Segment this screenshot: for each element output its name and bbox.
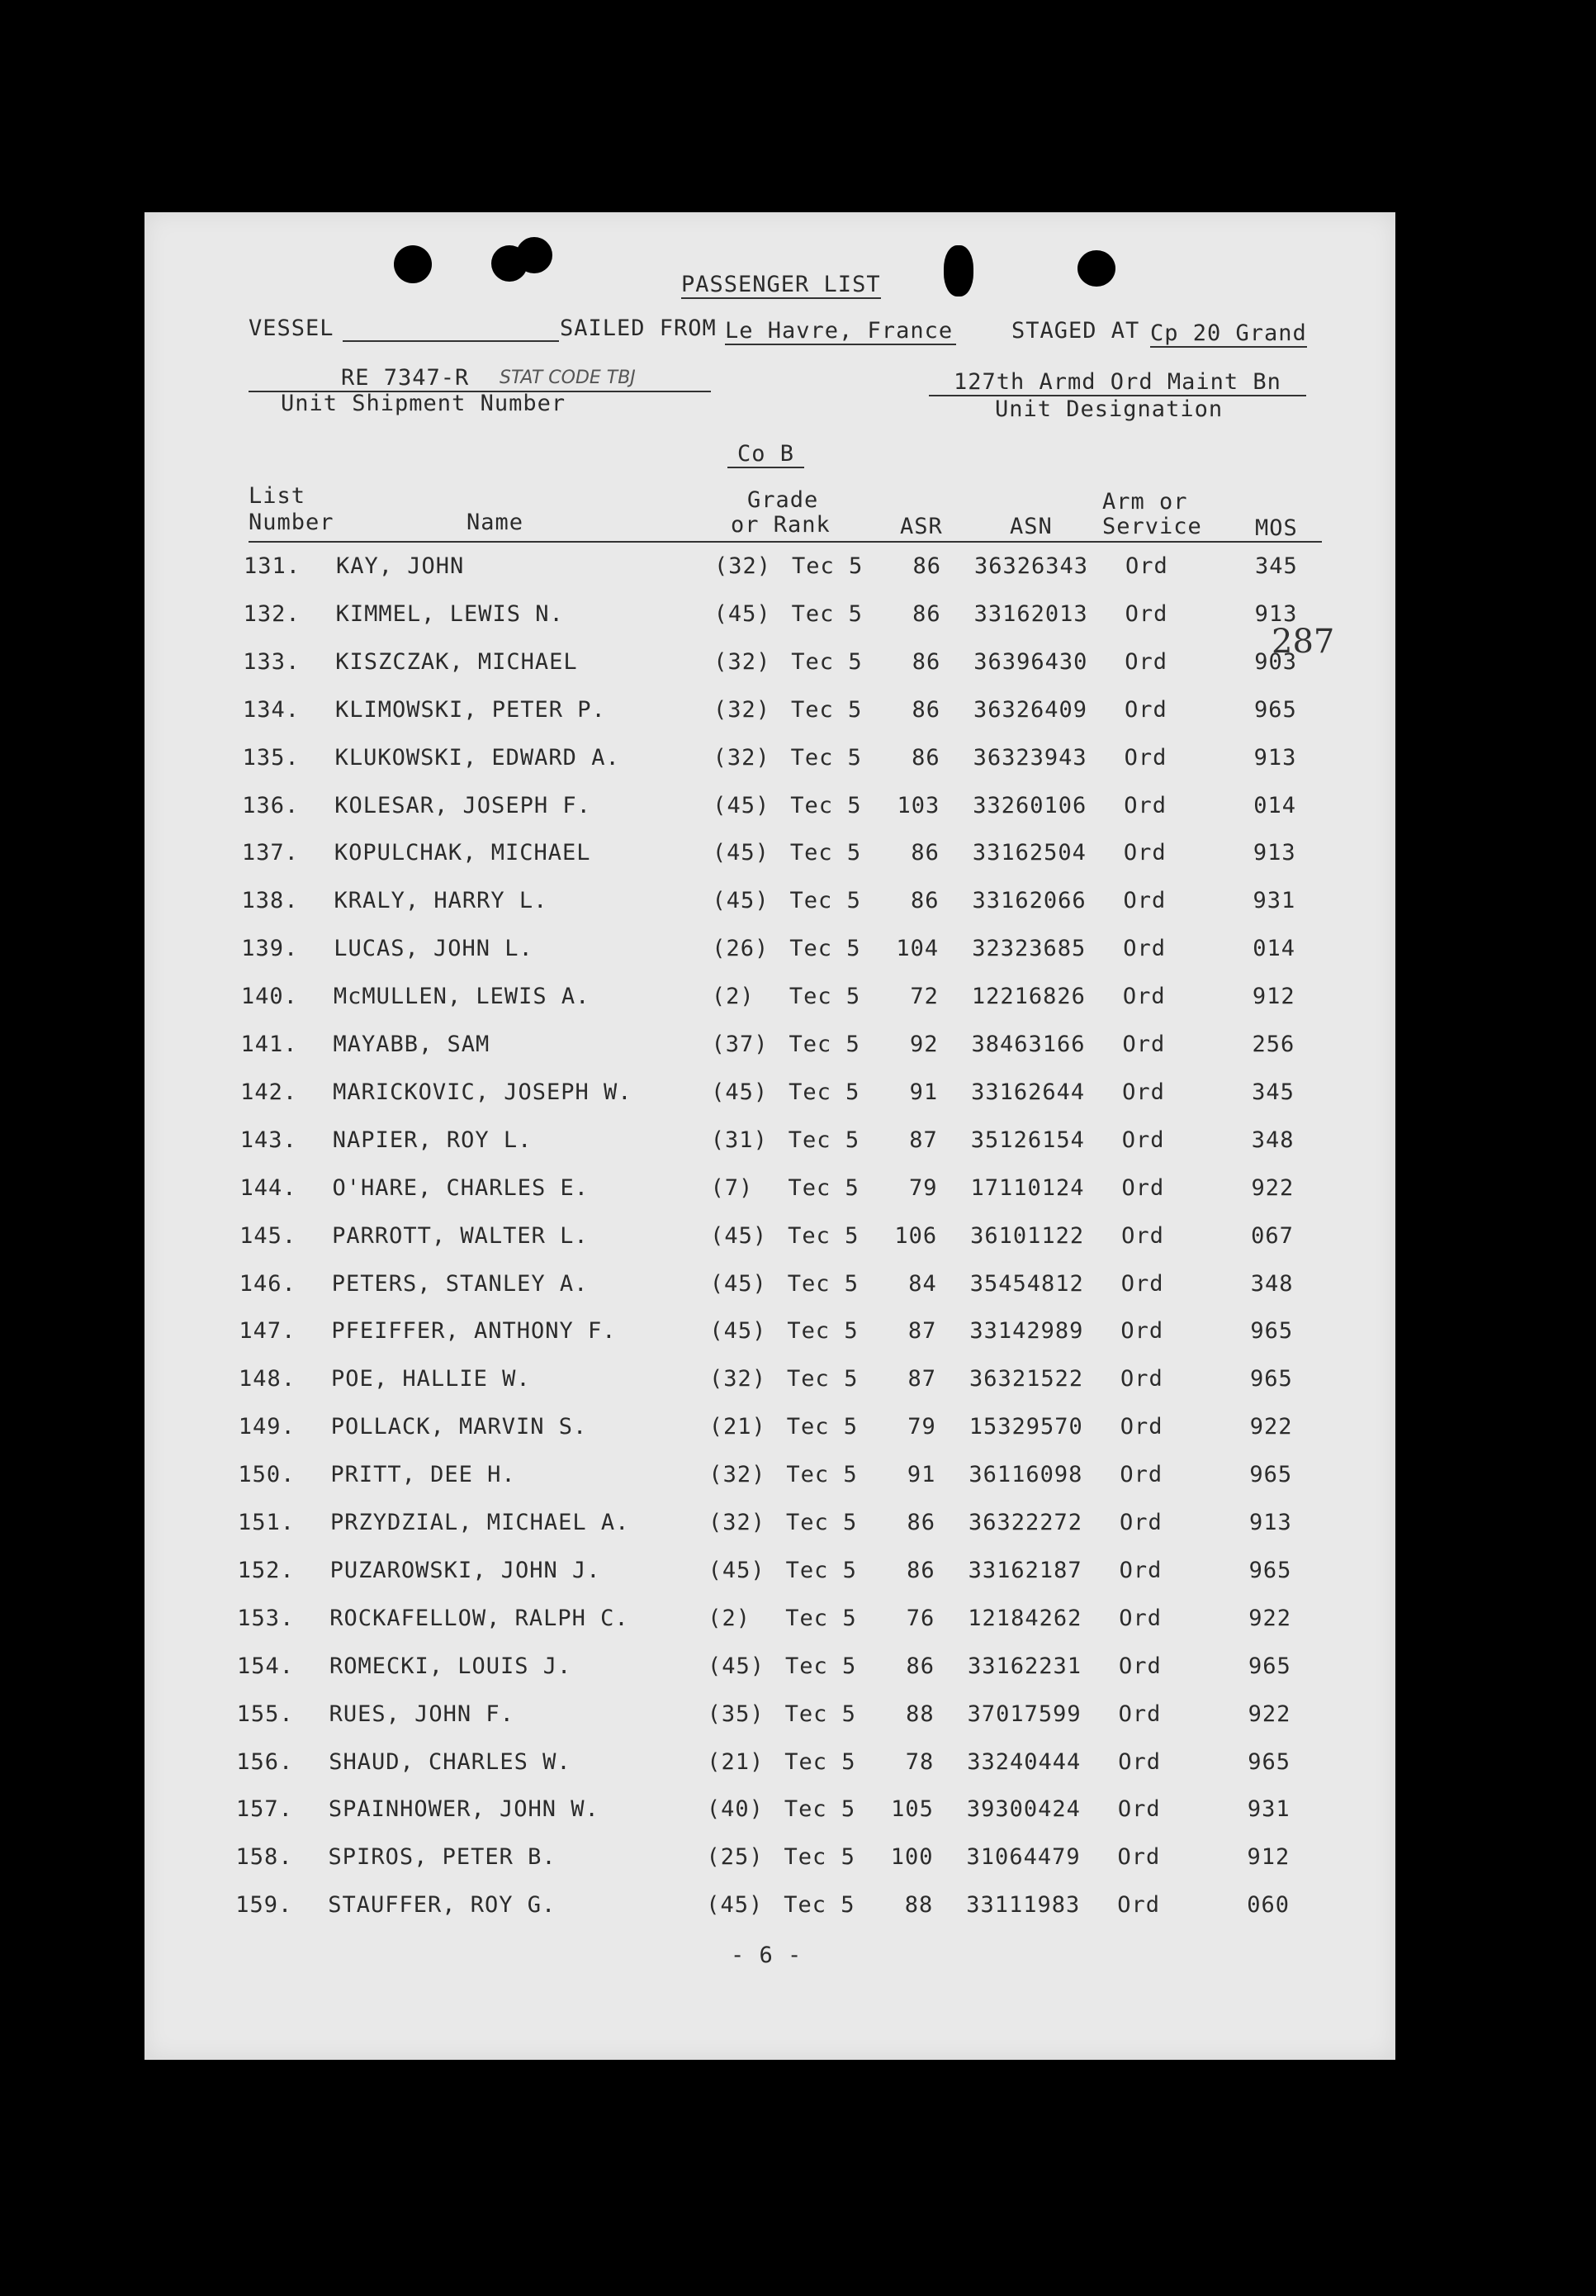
grade-code: (32) bbox=[713, 648, 771, 675]
list-number: 144. bbox=[239, 1174, 297, 1201]
col-arm-line2: Service bbox=[1102, 514, 1202, 539]
passenger-name: KLIMOWSKI, PETER P. bbox=[334, 696, 606, 723]
passenger-name: SHAUD, CHARLES W. bbox=[329, 1748, 571, 1775]
passenger-name: ROCKAFELLOW, RALPH C. bbox=[329, 1605, 629, 1631]
arm-service: Ord bbox=[1120, 1318, 1164, 1345]
asn-value: 33162066 bbox=[972, 888, 1087, 914]
passenger-name: MAYABB, SAM bbox=[333, 1032, 490, 1057]
mos-code: 345 bbox=[1255, 553, 1298, 579]
grade-rank: Tec 5 bbox=[786, 1414, 858, 1440]
table-row bbox=[144, 649, 1395, 682]
asr-value: 84 bbox=[908, 1270, 937, 1297]
staged-at-value: Cp 20 Grand bbox=[1150, 320, 1307, 346]
asn-value: 36326409 bbox=[973, 696, 1087, 723]
page-title: PASSENGER LIST bbox=[681, 272, 881, 297]
grade-code: (45) bbox=[709, 1270, 767, 1297]
asr-value: 106 bbox=[894, 1222, 938, 1249]
passenger-name: RUES, JOHN F. bbox=[329, 1701, 514, 1727]
list-number: 154. bbox=[236, 1653, 294, 1679]
asn-value: 33162504 bbox=[972, 840, 1087, 866]
shipment-handwritten-note: STAT CODE TBJ bbox=[500, 368, 636, 388]
arm-service: Ord bbox=[1125, 600, 1168, 627]
passenger-name: SPAINHOWER, JOHN W. bbox=[328, 1796, 599, 1823]
list-number: 146. bbox=[239, 1270, 296, 1297]
mos-code: 965 bbox=[1248, 1557, 1292, 1583]
grade-rank: Tec 5 bbox=[786, 1510, 858, 1535]
table-row bbox=[144, 1701, 1395, 1734]
table-row bbox=[144, 1749, 1395, 1782]
list-number: 138. bbox=[241, 888, 299, 914]
asn-value: 37017599 bbox=[967, 1701, 1082, 1727]
arm-service: Ord bbox=[1120, 1366, 1163, 1392]
arm-service: Ord bbox=[1124, 696, 1167, 723]
asn-value: 33162231 bbox=[967, 1653, 1082, 1679]
passenger-name: LUCAS, JOHN L. bbox=[334, 936, 533, 962]
asr-value: 88 bbox=[906, 1701, 935, 1727]
mos-code: 903 bbox=[1254, 648, 1298, 675]
list-number: 142. bbox=[240, 1079, 298, 1105]
grade-rank: Tec 5 bbox=[785, 1557, 857, 1583]
list-number: 158. bbox=[235, 1844, 293, 1871]
asr-value: 86 bbox=[906, 1653, 935, 1679]
asn-value: 36101122 bbox=[970, 1222, 1085, 1249]
passenger-name: KOPULCHAK, MICHAEL bbox=[334, 840, 591, 866]
grade-code: (32) bbox=[713, 744, 770, 771]
passenger-name: PRZYDZIAL, MICHAEL A. bbox=[330, 1510, 630, 1535]
grade-rank: Tec 5 bbox=[789, 1032, 860, 1057]
staged-at-label: STAGED AT bbox=[1011, 318, 1140, 344]
asr-value: 104 bbox=[896, 936, 940, 962]
passenger-name: KOLESAR, JOSEPH F. bbox=[334, 792, 591, 818]
grade-code: (37) bbox=[711, 1032, 769, 1057]
asr-value: 91 bbox=[907, 1462, 936, 1488]
passenger-name: POLLACK, MARVIN S. bbox=[330, 1414, 588, 1440]
page-number: - 6 - bbox=[731, 1943, 803, 1968]
list-number: 153. bbox=[237, 1605, 295, 1631]
passenger-name: KAY, JOHN bbox=[336, 553, 465, 579]
arm-service: Ord bbox=[1122, 1032, 1166, 1057]
passenger-name: PETERS, STANLEY A. bbox=[331, 1270, 589, 1297]
punch-hole bbox=[394, 245, 432, 283]
col-mos: MOS bbox=[1255, 515, 1298, 541]
grade-code: (45) bbox=[713, 600, 771, 627]
asn-value: 33142989 bbox=[969, 1318, 1084, 1345]
asr-value: 86 bbox=[912, 648, 941, 675]
table-row bbox=[144, 1892, 1395, 1925]
arm-service: Ord bbox=[1117, 1796, 1161, 1823]
arm-service: Ord bbox=[1121, 1127, 1165, 1153]
grade-rank: Tec 5 bbox=[784, 1844, 855, 1871]
punch-hole bbox=[1077, 250, 1115, 287]
arm-service: Ord bbox=[1120, 1462, 1163, 1488]
passenger-name: SPIROS, PETER B. bbox=[328, 1844, 556, 1871]
grade-rank: Tec 5 bbox=[788, 1222, 860, 1249]
arm-service: Ord bbox=[1122, 984, 1166, 1010]
mos-code: 965 bbox=[1253, 696, 1297, 723]
passenger-name: O'HARE, CHARLES E. bbox=[332, 1174, 590, 1201]
vessel-blank bbox=[343, 340, 559, 342]
arm-service: Ord bbox=[1123, 840, 1167, 866]
grade-code: (21) bbox=[707, 1748, 765, 1775]
list-number: 149. bbox=[238, 1414, 296, 1440]
grade-code: (45) bbox=[711, 1079, 769, 1105]
mos-code: 913 bbox=[1249, 1510, 1292, 1535]
list-number: 132. bbox=[243, 600, 301, 627]
asn-value: 15329570 bbox=[968, 1414, 1083, 1440]
shipment-number: RE 7347-R bbox=[341, 365, 470, 391]
table-row bbox=[144, 1414, 1395, 1447]
grade-rank: Tec 5 bbox=[784, 1701, 856, 1727]
table-row bbox=[144, 1032, 1395, 1065]
grade-code: (32) bbox=[709, 1366, 767, 1392]
col-name: Name bbox=[466, 510, 524, 535]
list-number: 148. bbox=[239, 1366, 296, 1392]
grade-rank: Tec 5 bbox=[784, 1796, 856, 1823]
passenger-name: KIMMEL, LEWIS N. bbox=[335, 600, 564, 627]
list-number: 151. bbox=[238, 1510, 296, 1535]
grade-code: (45) bbox=[713, 792, 770, 818]
mos-code: 345 bbox=[1252, 1079, 1295, 1105]
grade-rank: Tec 5 bbox=[791, 648, 863, 675]
table-row bbox=[144, 1462, 1395, 1495]
table-row bbox=[144, 840, 1395, 873]
punch-hole bbox=[944, 245, 973, 296]
list-number: 152. bbox=[237, 1557, 295, 1583]
mos-code: 965 bbox=[1248, 1748, 1291, 1775]
mos-code: 922 bbox=[1248, 1701, 1291, 1727]
passenger-name: KLUKOWSKI, EDWARD A. bbox=[334, 744, 620, 771]
grade-rank: Tec 5 bbox=[784, 1892, 855, 1919]
table-row bbox=[144, 697, 1395, 730]
asn-value: 33240444 bbox=[967, 1748, 1082, 1775]
sailed-from-value: Le Havre, France bbox=[725, 318, 956, 345]
company: Co B bbox=[727, 441, 804, 468]
mos-code: 922 bbox=[1251, 1174, 1295, 1201]
arm-service: Ord bbox=[1117, 1844, 1161, 1871]
grade-code: (45) bbox=[712, 888, 770, 914]
grade-rank: Tec 5 bbox=[787, 1366, 859, 1392]
grade-rank: Tec 5 bbox=[790, 696, 863, 723]
asr-value: 76 bbox=[906, 1605, 935, 1631]
arm-service: Ord bbox=[1122, 1079, 1165, 1105]
mos-code: 913 bbox=[1253, 840, 1296, 866]
list-number: 155. bbox=[236, 1701, 294, 1727]
asr-value: 86 bbox=[911, 840, 940, 866]
asr-value: 86 bbox=[907, 1557, 935, 1583]
grade-rank: Tec 5 bbox=[785, 1605, 857, 1631]
passenger-name: ROMECKI, LOUIS J. bbox=[329, 1653, 572, 1679]
grade-rank: Tec 5 bbox=[784, 1653, 857, 1679]
asn-value: 17110124 bbox=[970, 1174, 1085, 1201]
mos-code: 912 bbox=[1252, 984, 1295, 1010]
table-row bbox=[144, 984, 1395, 1017]
asn-value: 36116098 bbox=[968, 1462, 1083, 1488]
grade-code: (45) bbox=[709, 1318, 767, 1345]
table-row bbox=[144, 1223, 1395, 1256]
vessel-label: VESSEL bbox=[249, 315, 334, 341]
arm-service: Ord bbox=[1123, 936, 1166, 962]
col-list-line1: List bbox=[249, 483, 306, 509]
mos-code: 014 bbox=[1253, 792, 1297, 818]
grade-code: (45) bbox=[708, 1557, 765, 1583]
asr-value: 87 bbox=[907, 1318, 937, 1345]
mos-code: 067 bbox=[1251, 1222, 1294, 1249]
grade-code: (26) bbox=[712, 936, 770, 962]
asr-value: 103 bbox=[897, 792, 940, 818]
col-grade-line1: Grade bbox=[747, 487, 819, 513]
asr-value: 105 bbox=[891, 1796, 934, 1823]
table-row bbox=[144, 1175, 1395, 1208]
grade-code: (32) bbox=[708, 1510, 766, 1535]
mos-code: 931 bbox=[1253, 888, 1296, 914]
grade-rank: Tec 5 bbox=[789, 936, 861, 962]
passenger-name: POE, HALLIE W. bbox=[331, 1366, 531, 1392]
passenger-name: STAUFFER, ROY G. bbox=[328, 1892, 556, 1919]
col-list-line2: Number bbox=[249, 510, 334, 535]
passenger-name: PUZAROWSKI, JOHN J. bbox=[329, 1557, 601, 1583]
mos-code: 965 bbox=[1248, 1653, 1291, 1679]
grade-code: (25) bbox=[706, 1844, 764, 1871]
grade-code: (7) bbox=[710, 1174, 754, 1201]
asr-value: 86 bbox=[907, 1510, 935, 1535]
passenger-name: KISZCZAK, MICHAEL bbox=[335, 648, 578, 675]
arm-service: Ord bbox=[1121, 1174, 1165, 1201]
grade-rank: Tec 5 bbox=[790, 792, 862, 818]
unit-designation: 127th Armd Ord Maint Bn bbox=[929, 369, 1306, 396]
col-arm-line1: Arm or bbox=[1102, 489, 1188, 515]
list-number: 131. bbox=[244, 553, 301, 579]
passenger-name: KRALY, HARRY L. bbox=[334, 888, 548, 914]
arm-service: Ord bbox=[1125, 553, 1168, 579]
grade-code: (2) bbox=[708, 1605, 751, 1631]
table-row bbox=[144, 1558, 1395, 1591]
passenger-name: PRITT, DEE H. bbox=[330, 1462, 516, 1488]
table-row bbox=[144, 1606, 1395, 1639]
arm-service: Ord bbox=[1118, 1748, 1162, 1775]
mos-code: 965 bbox=[1250, 1318, 1294, 1345]
grade-rank: Tec 5 bbox=[787, 1270, 860, 1297]
table-row bbox=[144, 793, 1395, 826]
list-number: 140. bbox=[240, 984, 298, 1010]
arm-service: Ord bbox=[1118, 1653, 1162, 1679]
grade-rank: Tec 5 bbox=[789, 840, 862, 866]
asr-value: 86 bbox=[912, 600, 941, 627]
asr-value: 88 bbox=[904, 1892, 934, 1919]
list-number: 156. bbox=[236, 1748, 294, 1775]
asn-value: 33111983 bbox=[966, 1892, 1081, 1919]
arm-service: Ord bbox=[1120, 1270, 1164, 1297]
table-row bbox=[144, 1366, 1395, 1399]
passenger-name: PARROTT, WALTER L. bbox=[332, 1222, 589, 1249]
asr-value: 87 bbox=[909, 1127, 938, 1153]
arm-service: Ord bbox=[1121, 1222, 1164, 1249]
asr-value: 86 bbox=[912, 696, 940, 723]
passenger-name: MARICKOVIC, JOSEPH W. bbox=[333, 1079, 632, 1105]
asn-value: 32323685 bbox=[972, 936, 1087, 962]
table-row bbox=[144, 1127, 1395, 1160]
asn-value: 12216826 bbox=[971, 984, 1086, 1010]
table-row bbox=[144, 553, 1395, 586]
list-number: 157. bbox=[235, 1796, 293, 1823]
arm-service: Ord bbox=[1117, 1892, 1160, 1919]
grade-code: (2) bbox=[711, 984, 755, 1010]
grade-rank: Tec 5 bbox=[791, 600, 863, 627]
list-number: 147. bbox=[239, 1318, 296, 1345]
grade-rank: Tec 5 bbox=[786, 1462, 858, 1488]
page-stamp-number: 287 bbox=[1272, 623, 1335, 661]
grade-code: (32) bbox=[713, 696, 770, 723]
asr-value: 92 bbox=[909, 1032, 939, 1057]
col-asn: ASN bbox=[1010, 514, 1053, 539]
asr-value: 100 bbox=[890, 1844, 934, 1871]
grade-code: (45) bbox=[706, 1892, 764, 1919]
grade-code: (32) bbox=[708, 1462, 766, 1488]
asr-value: 87 bbox=[907, 1366, 937, 1392]
grade-code: (32) bbox=[714, 553, 772, 579]
list-number: 145. bbox=[239, 1222, 297, 1249]
list-number: 137. bbox=[241, 840, 299, 866]
asr-value: 78 bbox=[905, 1748, 935, 1775]
grade-code: (35) bbox=[707, 1701, 765, 1727]
table-row bbox=[144, 1271, 1395, 1304]
arm-service: Ord bbox=[1123, 888, 1167, 914]
document-page bbox=[144, 212, 1395, 2060]
sailed-from-label: SAILED FROM bbox=[560, 315, 717, 341]
table-row bbox=[144, 1844, 1395, 1877]
mos-code: 348 bbox=[1250, 1270, 1294, 1297]
arm-service: Ord bbox=[1119, 1557, 1163, 1583]
table-row bbox=[144, 888, 1395, 921]
asn-value: 36322272 bbox=[968, 1510, 1083, 1535]
grade-rank: Tec 5 bbox=[790, 744, 862, 771]
grade-code: (21) bbox=[708, 1414, 766, 1440]
mos-code: 913 bbox=[1253, 744, 1297, 771]
table-row bbox=[144, 1079, 1395, 1112]
mos-code: 348 bbox=[1251, 1127, 1295, 1153]
passenger-name: McMULLEN, LEWIS A. bbox=[333, 984, 590, 1010]
asn-value: 39300424 bbox=[966, 1796, 1081, 1823]
asn-value: 12184262 bbox=[968, 1605, 1082, 1631]
arm-service: Ord bbox=[1124, 744, 1167, 771]
grade-rank: Tec 5 bbox=[789, 984, 861, 1010]
grade-code: (45) bbox=[707, 1653, 765, 1679]
table-row bbox=[144, 1796, 1395, 1829]
mos-code: 965 bbox=[1250, 1366, 1293, 1392]
asr-value: 86 bbox=[912, 744, 940, 771]
punch-hole bbox=[516, 237, 552, 273]
asr-value: 91 bbox=[909, 1079, 939, 1105]
mos-code: 014 bbox=[1253, 936, 1295, 962]
unit-designation-label: Unit Designation bbox=[995, 396, 1224, 422]
arm-service: Ord bbox=[1125, 648, 1168, 675]
asr-value: 79 bbox=[907, 1414, 936, 1440]
grade-rank: Tec 5 bbox=[788, 1174, 860, 1201]
list-number: 159. bbox=[235, 1892, 293, 1919]
mos-code: 256 bbox=[1252, 1032, 1295, 1057]
arm-service: Ord bbox=[1120, 1414, 1163, 1440]
grade-code: (45) bbox=[712, 840, 770, 866]
grade-rank: Tec 5 bbox=[784, 1748, 856, 1775]
grade-rank: Tec 5 bbox=[787, 1318, 859, 1345]
list-number: 139. bbox=[241, 936, 299, 962]
passenger-name: PFEIFFER, ANTHONY F. bbox=[331, 1318, 617, 1345]
mos-code: 965 bbox=[1249, 1462, 1293, 1488]
grade-rank: Tec 5 bbox=[788, 1127, 860, 1153]
list-number: 141. bbox=[240, 1032, 298, 1057]
grade-rank: Tec 5 bbox=[789, 1079, 860, 1105]
asr-value: 86 bbox=[912, 553, 941, 579]
header-rule bbox=[249, 541, 1322, 543]
mos-code: 912 bbox=[1247, 1844, 1291, 1871]
asn-value: 35454812 bbox=[969, 1270, 1084, 1297]
mos-code: 922 bbox=[1248, 1605, 1292, 1631]
arm-service: Ord bbox=[1124, 792, 1167, 818]
grade-rank: Tec 5 bbox=[789, 888, 861, 914]
arm-service: Ord bbox=[1118, 1701, 1162, 1727]
asr-value: 72 bbox=[910, 984, 939, 1010]
asn-value: 35126154 bbox=[970, 1127, 1085, 1153]
table-row bbox=[144, 745, 1395, 778]
shipment-label: Unit Shipment Number bbox=[281, 391, 566, 416]
asn-value: 38463166 bbox=[971, 1032, 1086, 1057]
table-row bbox=[144, 936, 1395, 969]
asn-value: 36321522 bbox=[969, 1366, 1084, 1392]
asn-value: 36396430 bbox=[973, 648, 1088, 675]
asn-value: 31064479 bbox=[966, 1844, 1081, 1871]
arm-service: Ord bbox=[1119, 1605, 1163, 1631]
asn-value: 36323943 bbox=[973, 744, 1087, 771]
asr-value: 86 bbox=[911, 888, 940, 914]
list-number: 136. bbox=[242, 792, 300, 818]
asn-value: 33260106 bbox=[973, 792, 1087, 818]
mos-code: 931 bbox=[1247, 1796, 1291, 1823]
table-row bbox=[144, 1318, 1395, 1351]
asr-value: 79 bbox=[908, 1174, 938, 1201]
mos-code: 060 bbox=[1247, 1892, 1290, 1919]
grade-rank: Tec 5 bbox=[792, 553, 864, 579]
grade-code: (40) bbox=[706, 1796, 764, 1823]
arm-service: Ord bbox=[1120, 1510, 1163, 1535]
table-row bbox=[144, 1510, 1395, 1543]
mos-code: 913 bbox=[1254, 600, 1298, 627]
list-number: 134. bbox=[242, 696, 300, 723]
grade-code: (45) bbox=[710, 1222, 768, 1249]
col-asr: ASR bbox=[900, 514, 943, 539]
asn-value: 33162187 bbox=[968, 1557, 1082, 1583]
list-number: 143. bbox=[239, 1127, 297, 1153]
list-number: 133. bbox=[243, 648, 301, 675]
passenger-name: NAPIER, ROY L. bbox=[332, 1127, 533, 1153]
col-grade-line2: or Rank bbox=[731, 512, 831, 538]
mos-code: 922 bbox=[1249, 1414, 1293, 1440]
asn-value: 33162013 bbox=[973, 600, 1088, 627]
table-row bbox=[144, 601, 1395, 634]
list-number: 135. bbox=[242, 744, 300, 771]
list-number: 150. bbox=[238, 1462, 296, 1488]
asn-value: 36326343 bbox=[974, 553, 1089, 579]
asn-value: 33162644 bbox=[971, 1079, 1086, 1105]
grade-code: (31) bbox=[710, 1127, 768, 1153]
table-row bbox=[144, 1653, 1395, 1686]
